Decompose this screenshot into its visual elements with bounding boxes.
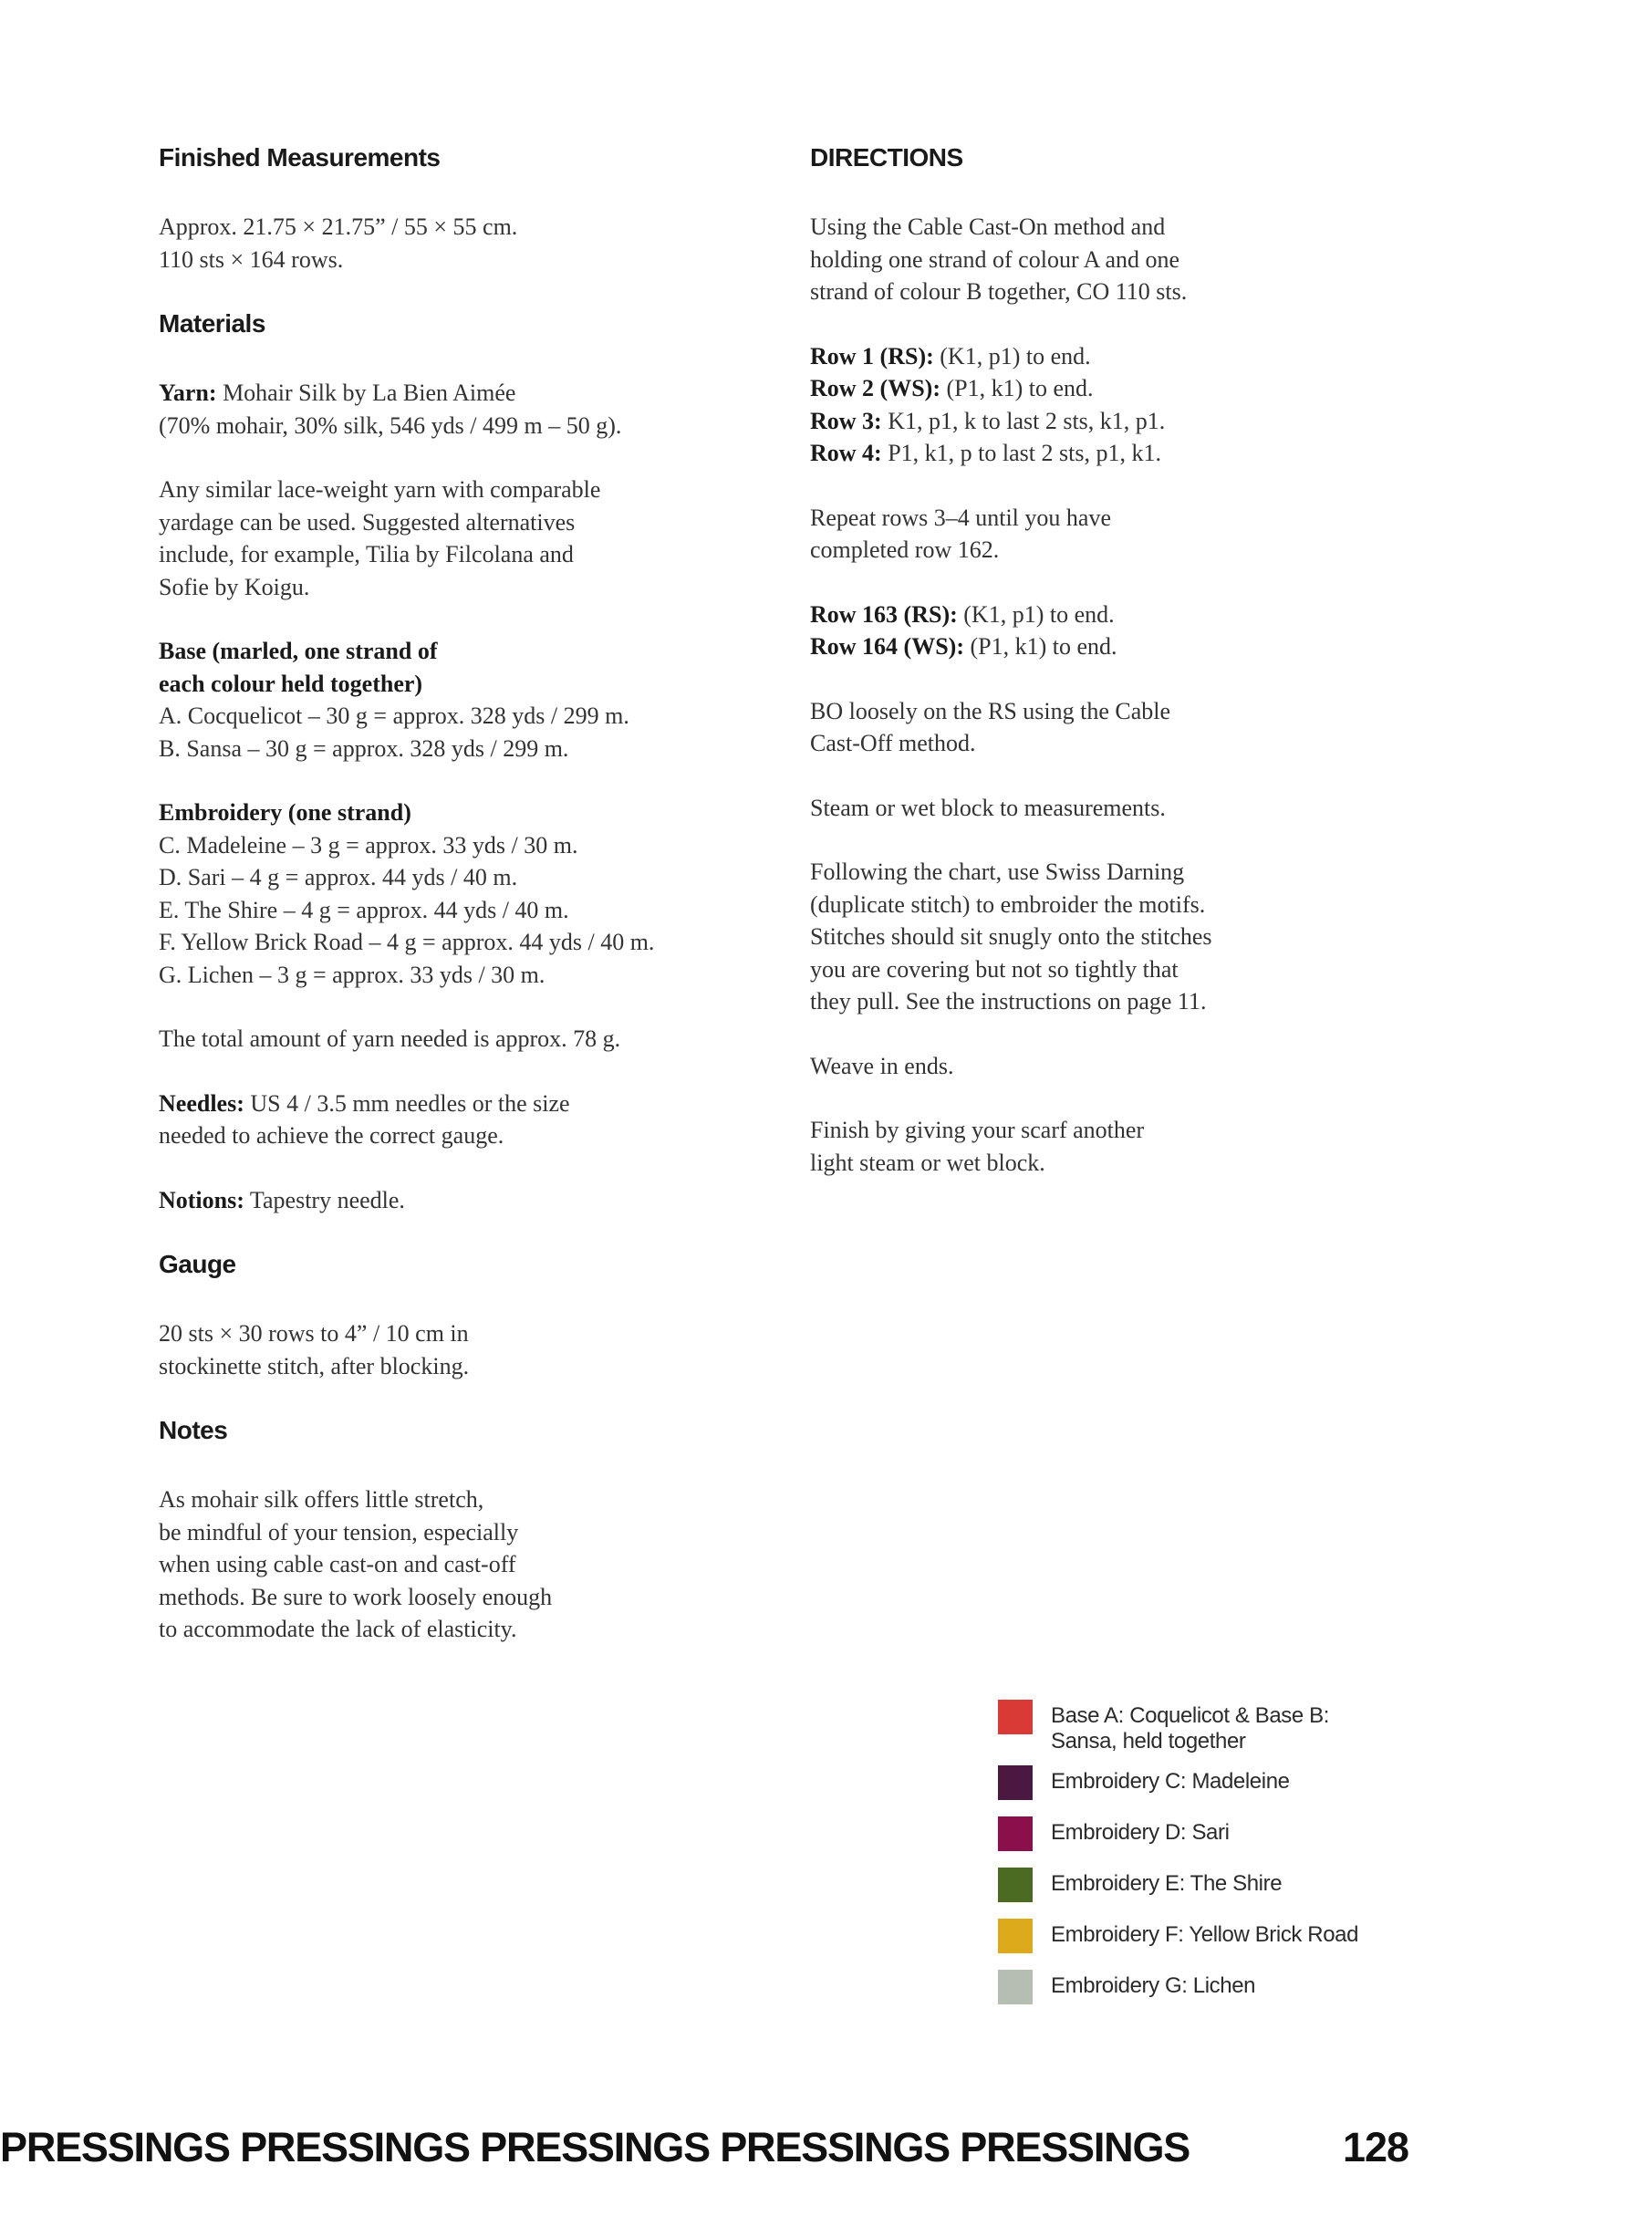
- row-text: (P1, k1) to end.: [940, 375, 1094, 401]
- text-line: [159, 1087, 797, 1120]
- right-column: [810, 141, 1430, 1211]
- yarn-name: Mohair Silk by La Bien Aimée: [216, 380, 516, 406]
- base-label-line2: each colour held together): [159, 670, 423, 697]
- similar-yarn-text: [159, 473, 797, 603]
- legend-label: Embroidery G: Lichen: [1051, 1973, 1256, 1998]
- notions-text: [159, 1184, 797, 1217]
- legend-item-sari: [998, 1816, 1230, 1851]
- row-instruction: [810, 630, 1430, 663]
- steam-text: [810, 792, 1430, 825]
- legend-item-shire: [998, 1868, 1282, 1902]
- color-swatch: [998, 1816, 1033, 1851]
- text-line: strand of colour B together, CO 110 sts.: [810, 278, 1188, 305]
- text-line: As mohair silk offers little stretch,: [159, 1486, 484, 1513]
- row-text: (K1, p1) to end.: [933, 342, 1091, 369]
- row-label: Row 164 (WS):: [810, 633, 964, 660]
- text-line: when using cable cast-on and cast-off: [159, 1551, 516, 1577]
- row-label: Row 2 (WS):: [810, 375, 940, 401]
- cast-on-text: [810, 211, 1430, 308]
- text-line: Using the Cable Cast-On method and: [810, 213, 1166, 240]
- text-line: you are covering but not so tightly that: [810, 955, 1179, 983]
- text-line: they pull. See the instructions on page 11.: [810, 988, 1207, 1015]
- total-yarn-text: [159, 1023, 797, 1056]
- text-line: Following the chart, use Swiss Darning: [810, 859, 1185, 885]
- embroidery-label: [159, 796, 797, 829]
- row-label: Row 3:: [810, 407, 882, 434]
- notions-value: Tapestry needle.: [244, 1186, 405, 1213]
- text-line: yardage can be used. Suggested alternatives: [159, 508, 576, 536]
- legend-item-base: [998, 1700, 1329, 1754]
- list-item: G. Lichen – 3 g = approx. 33 yds / 30 m.: [159, 961, 545, 988]
- text-line: Weave in ends.: [810, 1052, 954, 1079]
- text-line: Repeat rows 3–4 until you have: [810, 504, 1111, 531]
- base-label-word: Base: [159, 638, 206, 664]
- text-line: BO loosely on the RS using the Cable: [810, 697, 1171, 724]
- text-line: methods. Be sure to work loosely enough: [159, 1583, 553, 1610]
- yarn-label: Yarn:: [159, 380, 217, 406]
- text-line: (duplicate stitch) to embroider the motifs.: [810, 890, 1206, 918]
- directions-heading: DIRECTIONS: [810, 143, 963, 172]
- row-instruction: [810, 340, 1430, 373]
- text-line: [159, 1184, 797, 1217]
- color-swatch: [998, 1868, 1033, 1902]
- text-line: Cast-Off method.: [810, 730, 976, 756]
- materials-heading: Materials: [159, 309, 265, 338]
- text-line: 20 sts × 30 rows to 4” / 10 cm in: [159, 1320, 469, 1347]
- notes-heading: Notes: [159, 1416, 228, 1444]
- text-line: Steam or wet block to measurements.: [810, 794, 1166, 821]
- text-line: The total amount of yarn needed is approx. 78 g.: [159, 1025, 621, 1052]
- color-swatch: [998, 1765, 1033, 1800]
- legend-label: Embroidery E: The Shire: [1051, 1871, 1283, 1896]
- row-instruction: [810, 437, 1430, 470]
- row-text: K1, p1, k to last 2 sts, k1, p1.: [881, 407, 1166, 434]
- notes-text: [159, 1483, 797, 1646]
- needles-text: [159, 1087, 797, 1152]
- needles-size: US 4 / 3.5 mm needles or the size: [244, 1089, 570, 1117]
- row-label: Row 163 (RS):: [810, 600, 958, 628]
- list-item: D. Sari – 4 g = approx. 44 yds / 40 m.: [159, 864, 518, 890]
- row-instruction: [810, 598, 1430, 631]
- legend-item-madeleine: [998, 1765, 1290, 1800]
- row-text: (P1, k1) to end.: [964, 633, 1117, 660]
- row-instructions: [810, 340, 1430, 470]
- text-line: [159, 377, 797, 410]
- base-yarn-list: [159, 635, 797, 765]
- text-line: Any similar lace-weight yarn with comparable: [159, 476, 601, 503]
- text-line: to accommodate the lack of elasticity.: [159, 1616, 517, 1642]
- text-line: include, for example, Tilia by Filcolana and: [159, 541, 574, 567]
- text-line: Sofie by Koigu.: [159, 573, 310, 600]
- legend-item-lichen: [998, 1970, 1255, 2004]
- list-item: A. Cocquelicot – 30 g = approx. 328 yds / 299 m.: [159, 702, 629, 729]
- finished-measurements-heading: Finished Measurements: [159, 143, 441, 172]
- color-swatch: [998, 1700, 1033, 1734]
- embroidery-label-word: Embroidery: [159, 799, 283, 826]
- legend-label: [1051, 1700, 1329, 1754]
- text-line: stockinette stitch, after blocking.: [159, 1352, 470, 1379]
- text-line: light steam or wet block.: [810, 1149, 1045, 1176]
- base-label: [159, 635, 797, 668]
- legend-line: Base A: Coquelicot & Base B:: [1051, 1703, 1329, 1728]
- list-item: E. The Shire – 4 g = approx. 44 yds / 40 m.: [159, 896, 569, 923]
- list-item: C. Madeleine – 3 g = approx. 33 yds / 30 m.: [159, 831, 578, 859]
- base-label-rest: (marled, one strand of: [206, 638, 438, 664]
- row-instruction: [810, 405, 1430, 438]
- notions-label: Notions:: [159, 1186, 244, 1213]
- legend-label: Embroidery C: Madeleine: [1051, 1769, 1290, 1794]
- text-line: holding one strand of colour A and one: [810, 245, 1180, 273]
- color-swatch: [998, 1970, 1033, 2004]
- weave-text: [810, 1050, 1430, 1083]
- legend-label: Embroidery D: Sari: [1051, 1820, 1230, 1845]
- finished-measurements-text: [159, 211, 797, 276]
- text-line: Stitches should sit snugly onto the stitches: [810, 923, 1212, 950]
- legend-label: Embroidery F: Yellow Brick Road: [1051, 1922, 1359, 1947]
- finish-text: [810, 1114, 1430, 1179]
- row-text: (K1, p1) to end.: [957, 600, 1115, 628]
- list-item: F. Yellow Brick Road – 4 g = approx. 44 yds / 40 m.: [159, 929, 655, 955]
- yarn-text: [159, 377, 797, 442]
- row-text: P1, k1, p to last 2 sts, p1, k1.: [881, 440, 1161, 466]
- final-row-instructions: [810, 598, 1430, 663]
- row-label: Row 4:: [810, 440, 882, 466]
- gauge-heading: Gauge: [159, 1250, 236, 1278]
- text-line: be mindful of your tension, especially: [159, 1518, 519, 1545]
- page-number: 128: [1343, 2124, 1409, 2170]
- legend-item-yellow-brick-road: [998, 1919, 1358, 1953]
- text-line: completed row 162.: [810, 536, 1000, 563]
- text-line: needed to achieve the correct gauge.: [159, 1122, 504, 1149]
- text-line: (70% mohair, 30% silk, 546 yds / 499 m – 50 g).: [159, 411, 622, 439]
- list-item: B. Sansa – 30 g = approx. 328 yds / 299 m.: [159, 734, 569, 762]
- chart-instructions: [810, 856, 1430, 1018]
- text-line: 110 sts × 164 rows.: [159, 245, 344, 273]
- color-swatch: [998, 1919, 1033, 1953]
- legend-line: Sansa, held together: [1051, 1729, 1246, 1754]
- left-column: [159, 141, 797, 1678]
- repeat-text: [810, 502, 1430, 567]
- gauge-text: [159, 1317, 797, 1382]
- text-line: Approx. 21.75 × 21.75” / 55 × 55 cm.: [159, 213, 518, 240]
- row-instruction: [810, 372, 1430, 405]
- footer-brand-text: PRESSINGS PRESSINGS PRESSINGS PRESSINGS PRESSINGS: [0, 2124, 1190, 2170]
- embroidery-label-rest: (one strand): [282, 799, 411, 826]
- row-label: Row 1 (RS):: [810, 342, 934, 369]
- needles-label: Needles:: [159, 1089, 244, 1117]
- embroidery-yarn-list: [159, 796, 797, 991]
- text-line: Finish by giving your scarf another: [810, 1117, 1145, 1143]
- bind-off-text: [810, 695, 1430, 760]
